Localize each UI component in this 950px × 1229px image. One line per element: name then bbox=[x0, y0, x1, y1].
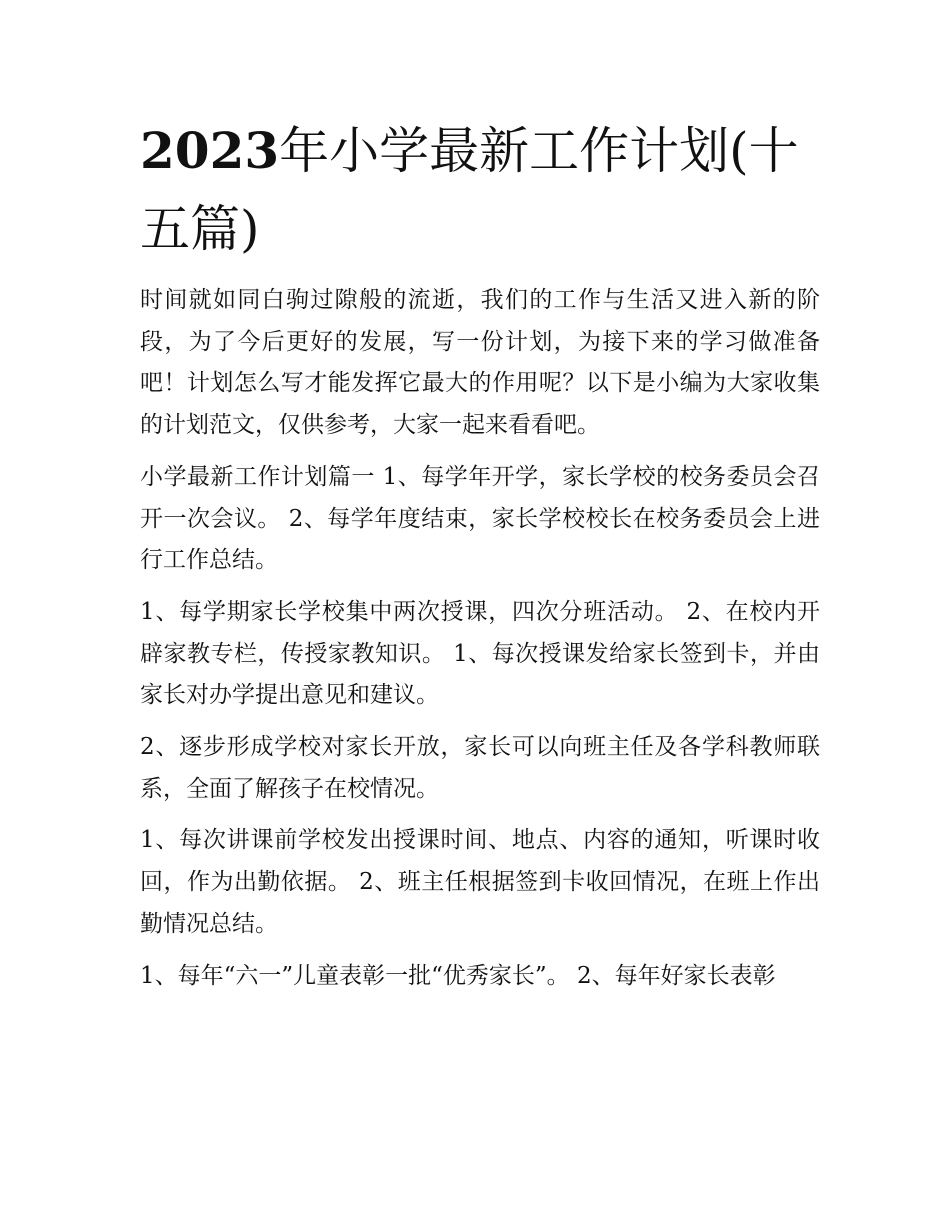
title-year: 2023 bbox=[140, 121, 280, 180]
paragraph-plan-4: 1、每次讲课前学校发出授课时间、地点、内容的通知，听课时收回，作为出勤依据。 2、班主任根据签到卡收回情况，在班上作出勤情况总结。 bbox=[140, 827, 820, 937]
document-body bbox=[140, 280, 820, 1007]
paragraph-intro: 时间就如同白驹过隙般的流逝，我们的工作与生活又进入新的阶段，为了今后更好的发展，写一份计划，为接下来的学习做准备吧！计划怎么写才能发挥它最大的作用呢？以下是小编为大家收集的计划范文，仅供参考，大家一起来看看吧。 bbox=[140, 287, 820, 439]
paragraph-plan-2: 1、每学期家长学校集中两次授课，四次分班活动。 2、在校内开辟家教专栏，传授家教知识。 1、每次授课发给家长签到卡，并由家长对办学提出意见和建议。 bbox=[140, 598, 820, 709]
paragraph-plan-5: 1、每年“六一”儿童表彰一批“优秀家长”。 2、每年好家长表彰 bbox=[140, 962, 776, 989]
title-text: 年小学最新工作计划(十五篇) bbox=[140, 122, 799, 258]
paragraph-plan-3: 2、逐步形成学校对家长开放，家长可以向班主任及各学科教师联系，全面了解孩子在校情况。 bbox=[140, 734, 820, 802]
paragraph-plan-1: 小学最新工作计划篇一 1、每学年开学，家长学校的校务委员会召开一次会议。 2、每学年度结束，家长学校校长在校务委员会上进行工作总结。 bbox=[140, 463, 820, 574]
document-title bbox=[140, 112, 820, 268]
